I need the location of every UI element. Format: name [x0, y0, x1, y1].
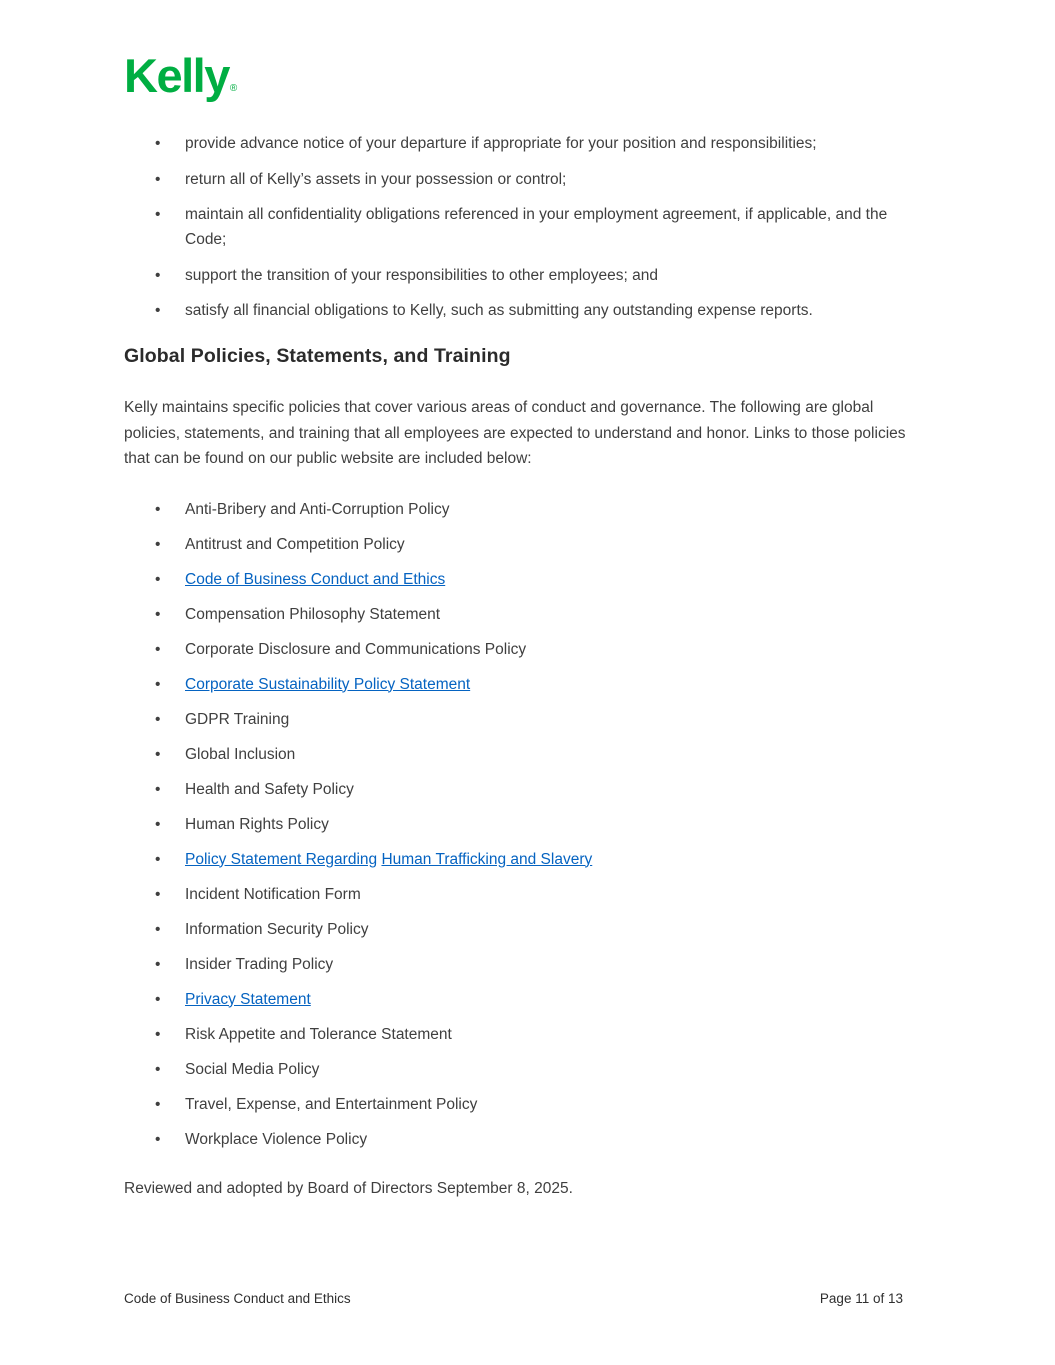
obligation-item: • provide advance notice of your departure if appropriate for your position and responsibilities; [124, 131, 930, 156]
policy-item [124, 849, 930, 871]
policy-item: • Insider Trading Policy [124, 954, 930, 976]
policy-item: • Human Rights Policy [124, 814, 930, 836]
page-footer [124, 1290, 903, 1307]
policy-item: • Social Media Policy [124, 1059, 930, 1081]
policy-link[interactable]: Privacy Statement [185, 990, 311, 1008]
kelly-logo [124, 49, 930, 102]
policy-item [124, 569, 930, 591]
obligation-item: • maintain all confidentiality obligations referenced in your employment agreement, if applicable, and the Code; [124, 202, 930, 252]
policy-item: • Workplace Violence Policy [124, 1129, 930, 1151]
global-policies-list [124, 499, 930, 1151]
obligation-item: • satisfy all financial obligations to Kelly, such as submitting any outstanding expense reports. [124, 298, 930, 323]
policy-link[interactable]: Corporate Sustainability Policy Statement [185, 675, 471, 693]
policy-item: • Information Security Policy [124, 919, 930, 941]
registered-trademark-icon: ® [229, 83, 238, 94]
obligation-item: • return all of Kelly’s assets in your possession or control; [124, 167, 930, 192]
policy-link[interactable]: Human Trafficking and Slavery [381, 850, 593, 868]
policy-item: • Health and Safety Policy [124, 779, 930, 801]
policy-item: • Incident Notification Form [124, 884, 930, 906]
policy-item [124, 989, 930, 1011]
footer-document-title: Code of Business Conduct and Ethics [124, 1291, 351, 1306]
policy-link[interactable]: Code of Business Conduct and Ethics [185, 570, 446, 588]
section-heading: Global Policies, Statements, and Training [124, 345, 511, 367]
policy-item: • Risk Appetite and Tolerance Statement [124, 1024, 930, 1046]
policy-item [124, 674, 930, 696]
departure-obligations-list [124, 131, 930, 323]
policy-item: • Antitrust and Competition Policy [124, 534, 930, 556]
obligation-item: • support the transition of your responsibilities to other employees; and [124, 263, 930, 288]
policy-item: • Global Inclusion [124, 744, 930, 766]
policy-link[interactable]: Policy Statement Regarding [185, 850, 378, 868]
section-intro-paragraph: Kelly maintains specific policies that cover various areas of conduct and governance. The following are global policies, statements, and training that all employees are expected to understand and honor. Links to those policies that can be found on our public website are included below: [124, 399, 906, 467]
footer-page-number: Page 11 of 13 [819, 1291, 903, 1306]
policy-item: • Corporate Disclosure and Communications Policy [124, 639, 930, 661]
kelly-logo-text: Kelly [124, 49, 229, 102]
policy-item: • Compensation Philosophy Statement [124, 604, 930, 626]
policy-item: • Anti-Bribery and Anti-Corruption Policy [124, 499, 930, 521]
adoption-note: Reviewed and adopted by Board of Directors September 8, 2025. [124, 1179, 573, 1197]
policy-item: • Travel, Expense, and Entertainment Policy [124, 1094, 930, 1116]
policy-item: • GDPR Training [124, 709, 930, 731]
